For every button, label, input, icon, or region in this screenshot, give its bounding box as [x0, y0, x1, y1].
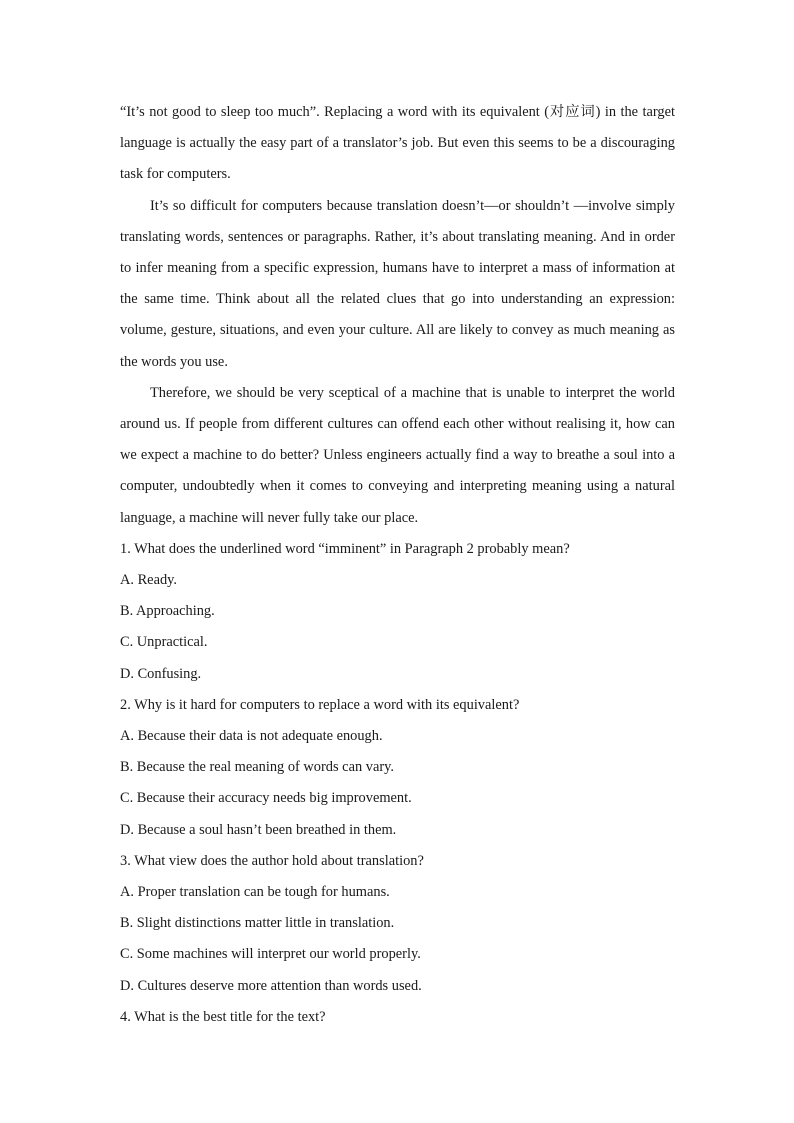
question-1-option-d: D. Confusing.	[120, 665, 202, 682]
question-3-stem: 3. What view does the author hold about translation?	[120, 852, 424, 869]
question-1-option-c: C. Unpractical.	[120, 634, 208, 651]
passage-paragraph-1: “It’s not good to sleep too much”. Replacing a word with its equivalent (对应词) in the target language is actually the easy part of a translator’s job. But even this seems to be a discouraging task for computers.	[120, 104, 675, 183]
question-2-option-a: A. Because their data is not adequate enough.	[120, 728, 383, 745]
question-2-option-c: C. Because their accuracy needs big improvement.	[120, 790, 412, 807]
passage-paragraph-2: It’s so difficult for computers because translation doesn’t—or shouldn’t —involve simply translating words, sentences or paragraphs. Rather, it’s about translating meaning. And in order to infer meaning from a specific expression, humans have to interpret a mass of information at the same time. Think about all the related clues that go into understanding an expression: volume, gesture, situations, and even your culture. All are likely to convey as much meaning as the words you use.	[120, 197, 675, 370]
question-2-stem: 2. Why is it hard for computers to replace a word with its equivalent?	[120, 696, 520, 713]
question-2-option-d: D. Because a soul hasn’t been breathed in them.	[120, 821, 397, 838]
question-3-option-c: C. Some machines will interpret our world properly.	[120, 946, 421, 963]
question-1-stem: 1. What does the underlined word “imminent” in Paragraph 2 probably mean?	[120, 540, 570, 557]
question-3-option-a: A. Proper translation can be tough for humans.	[120, 884, 390, 901]
passage-paragraph-3: Therefore, we should be very sceptical of a machine that is unable to interpret the world around us. If people from different cultures can offend each other without realising it, how can we expect a machine to do better? Unless engineers actually find a way to breathe a soul into a computer, undoubtedly when it comes to conveying and interpreting meaning using a natural language, a machine will never fully take our place.	[120, 384, 675, 526]
question-3-option-d: D. Cultures deserve more attention than words used.	[120, 977, 422, 994]
question-2-option-b: B. Because the real meaning of words can vary.	[120, 759, 394, 776]
document-content	[120, 97, 675, 1033]
question-4-stem: 4. What is the best title for the text?	[120, 1008, 326, 1025]
question-3-option-b: B. Slight distinctions matter little in translation.	[120, 915, 395, 932]
question-1-option-a: A. Ready.	[120, 572, 178, 589]
question-1-option-b: B. Approaching.	[120, 603, 215, 620]
